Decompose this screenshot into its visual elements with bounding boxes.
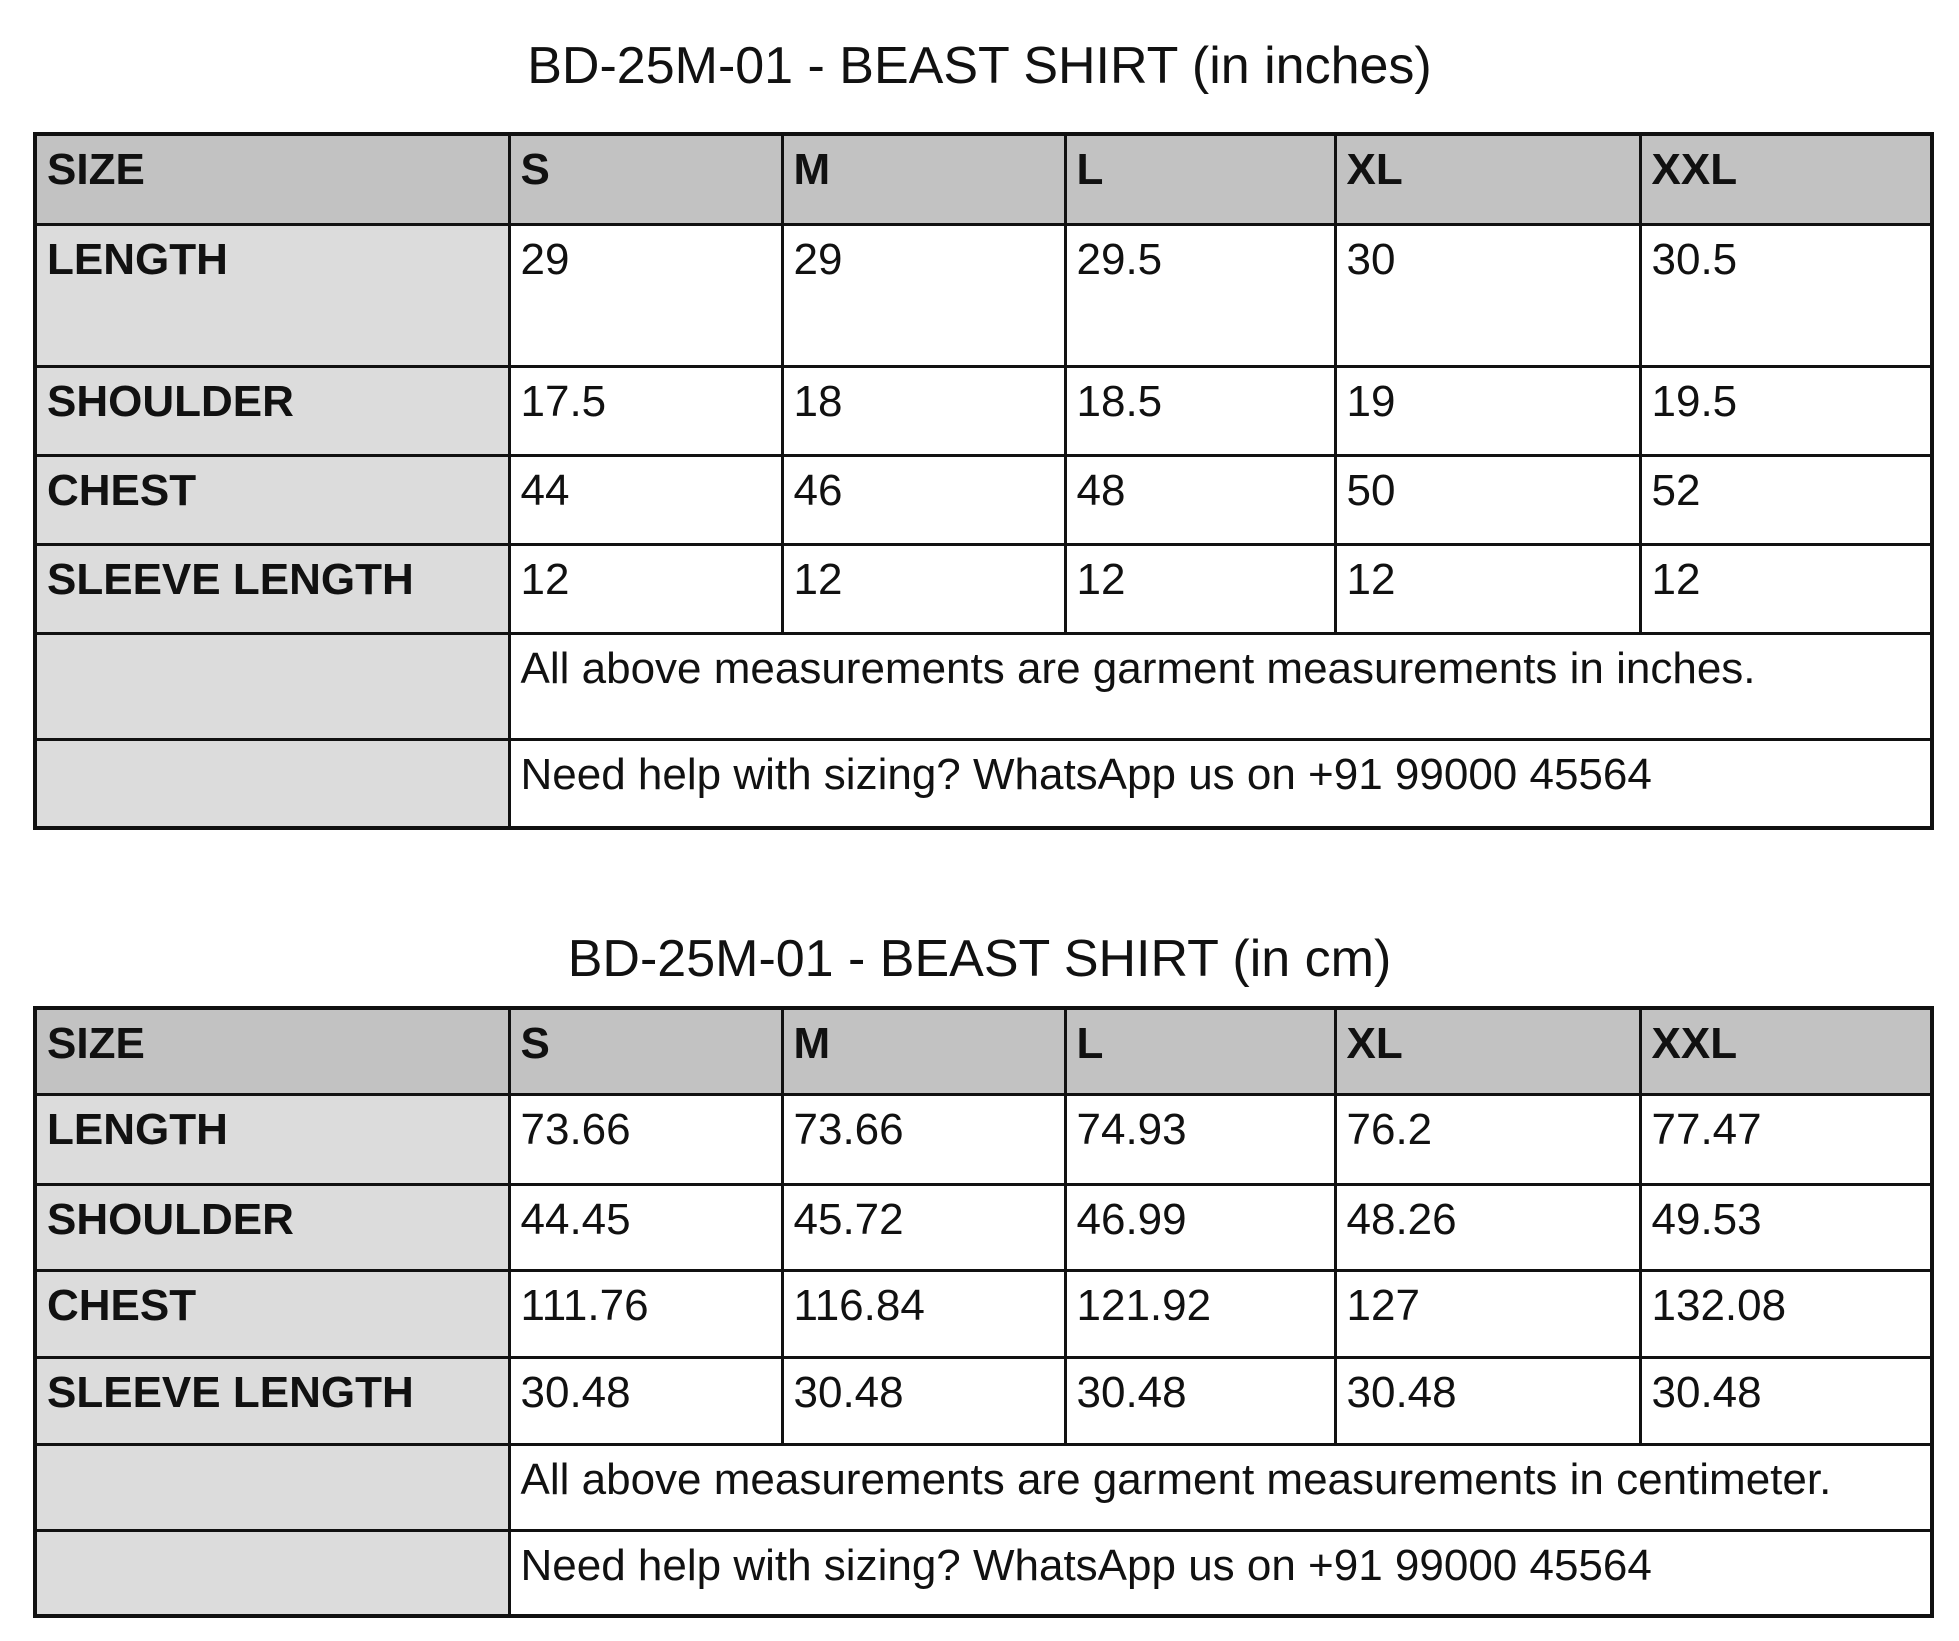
- table-cell: 19: [1335, 366, 1640, 455]
- header-m: M: [782, 134, 1065, 224]
- table-row-chest: [35, 455, 1932, 544]
- table-cell: 49.53: [1640, 1184, 1932, 1270]
- header-xl: XL: [1335, 134, 1640, 224]
- table-cell: 12: [782, 544, 1065, 633]
- table-cell: 76.2: [1335, 1094, 1640, 1184]
- header-l: L: [1065, 1008, 1335, 1094]
- table-row-shoulder: [35, 1184, 1932, 1270]
- table-cell: 73.66: [782, 1094, 1065, 1184]
- table-cell: 77.47: [1640, 1094, 1932, 1184]
- table-cell: 12: [509, 544, 782, 633]
- table-cell: 52: [1640, 455, 1932, 544]
- header-size: SIZE: [35, 1008, 509, 1094]
- table-row-note: [35, 1444, 1932, 1530]
- header-s: S: [509, 134, 782, 224]
- table-cell: 17.5: [509, 366, 782, 455]
- table-cell: 46: [782, 455, 1065, 544]
- header-xxl: XXL: [1640, 1008, 1932, 1094]
- table-cell: 50: [1335, 455, 1640, 544]
- inches-size-table: [33, 132, 1934, 830]
- table-row-length: [35, 224, 1932, 366]
- table-row-chest: [35, 1270, 1932, 1357]
- table-cell: 74.93: [1065, 1094, 1335, 1184]
- table-row-help: [35, 739, 1932, 828]
- table-cell: 116.84: [782, 1270, 1065, 1357]
- table-row-note: [35, 633, 1932, 739]
- row-label: LENGTH: [35, 1094, 509, 1184]
- header-size: SIZE: [35, 134, 509, 224]
- table-cell: 29: [509, 224, 782, 366]
- table-cell: 12: [1065, 544, 1335, 633]
- table-row-sleeve-length: [35, 544, 1932, 633]
- table-cell: 73.66: [509, 1094, 782, 1184]
- row-label: SLEEVE LENGTH: [35, 544, 509, 633]
- table-cell: 48.26: [1335, 1184, 1640, 1270]
- table-cell: 121.92: [1065, 1270, 1335, 1357]
- inches-table-title: BD-25M-01 - BEAST SHIRT (in inches): [527, 37, 1432, 95]
- row-label: CHEST: [35, 1270, 509, 1357]
- table-cell: 30: [1335, 224, 1640, 366]
- header-m: M: [782, 1008, 1065, 1094]
- table-cell: 29: [782, 224, 1065, 366]
- table-cell: 12: [1640, 544, 1932, 633]
- cm-table-title: BD-25M-01 - BEAST SHIRT (in cm): [567, 930, 1392, 988]
- table-cell: 29.5: [1065, 224, 1335, 366]
- table-cell: 44.45: [509, 1184, 782, 1270]
- header-xxl: XXL: [1640, 134, 1932, 224]
- sizing-help-text: Need help with sizing? WhatsApp us on +91 99000 45564: [509, 1530, 1932, 1616]
- empty-label-cell: [35, 739, 509, 828]
- table-row-help: [35, 1530, 1932, 1616]
- table-cell: 30.5: [1640, 224, 1932, 366]
- table-cell: 127: [1335, 1270, 1640, 1357]
- table-cell: 30.48: [782, 1357, 1065, 1444]
- header-s: S: [509, 1008, 782, 1094]
- row-label: CHEST: [35, 455, 509, 544]
- table-row-shoulder: [35, 366, 1932, 455]
- cm-size-table: [33, 1006, 1934, 1618]
- table-cell: 30.48: [1335, 1357, 1640, 1444]
- header-l: L: [1065, 134, 1335, 224]
- table-header-row: [35, 134, 1932, 224]
- table-cell: 111.76: [509, 1270, 782, 1357]
- row-label: SHOULDER: [35, 1184, 509, 1270]
- table-cell: 30.48: [1065, 1357, 1335, 1444]
- table-cell: 45.72: [782, 1184, 1065, 1270]
- table-cell: 132.08: [1640, 1270, 1932, 1357]
- table-cell: 46.99: [1065, 1184, 1335, 1270]
- sizing-help-text: Need help with sizing? WhatsApp us on +91 99000 45564: [509, 739, 1932, 828]
- table-cell: 30.48: [1640, 1357, 1932, 1444]
- table-cell: 30.48: [509, 1357, 782, 1444]
- header-xl: XL: [1335, 1008, 1640, 1094]
- table-header-row: [35, 1008, 1932, 1094]
- row-label: LENGTH: [35, 224, 509, 366]
- table-cell: 18: [782, 366, 1065, 455]
- row-label: SHOULDER: [35, 366, 509, 455]
- table-cell: 44: [509, 455, 782, 544]
- measurement-note: All above measurements are garment measurements in inches.: [509, 633, 1932, 739]
- table-cell: 19.5: [1640, 366, 1932, 455]
- measurement-note: All above measurements are garment measurements in centimeter.: [509, 1444, 1932, 1530]
- table-cell: 12: [1335, 544, 1640, 633]
- table-cell: 18.5: [1065, 366, 1335, 455]
- empty-label-cell: [35, 1530, 509, 1616]
- empty-label-cell: [35, 1444, 509, 1530]
- table-row-sleeve-length: [35, 1357, 1932, 1444]
- empty-label-cell: [35, 633, 509, 739]
- table-row-length: [35, 1094, 1932, 1184]
- table-cell: 48: [1065, 455, 1335, 544]
- row-label: SLEEVE LENGTH: [35, 1357, 509, 1444]
